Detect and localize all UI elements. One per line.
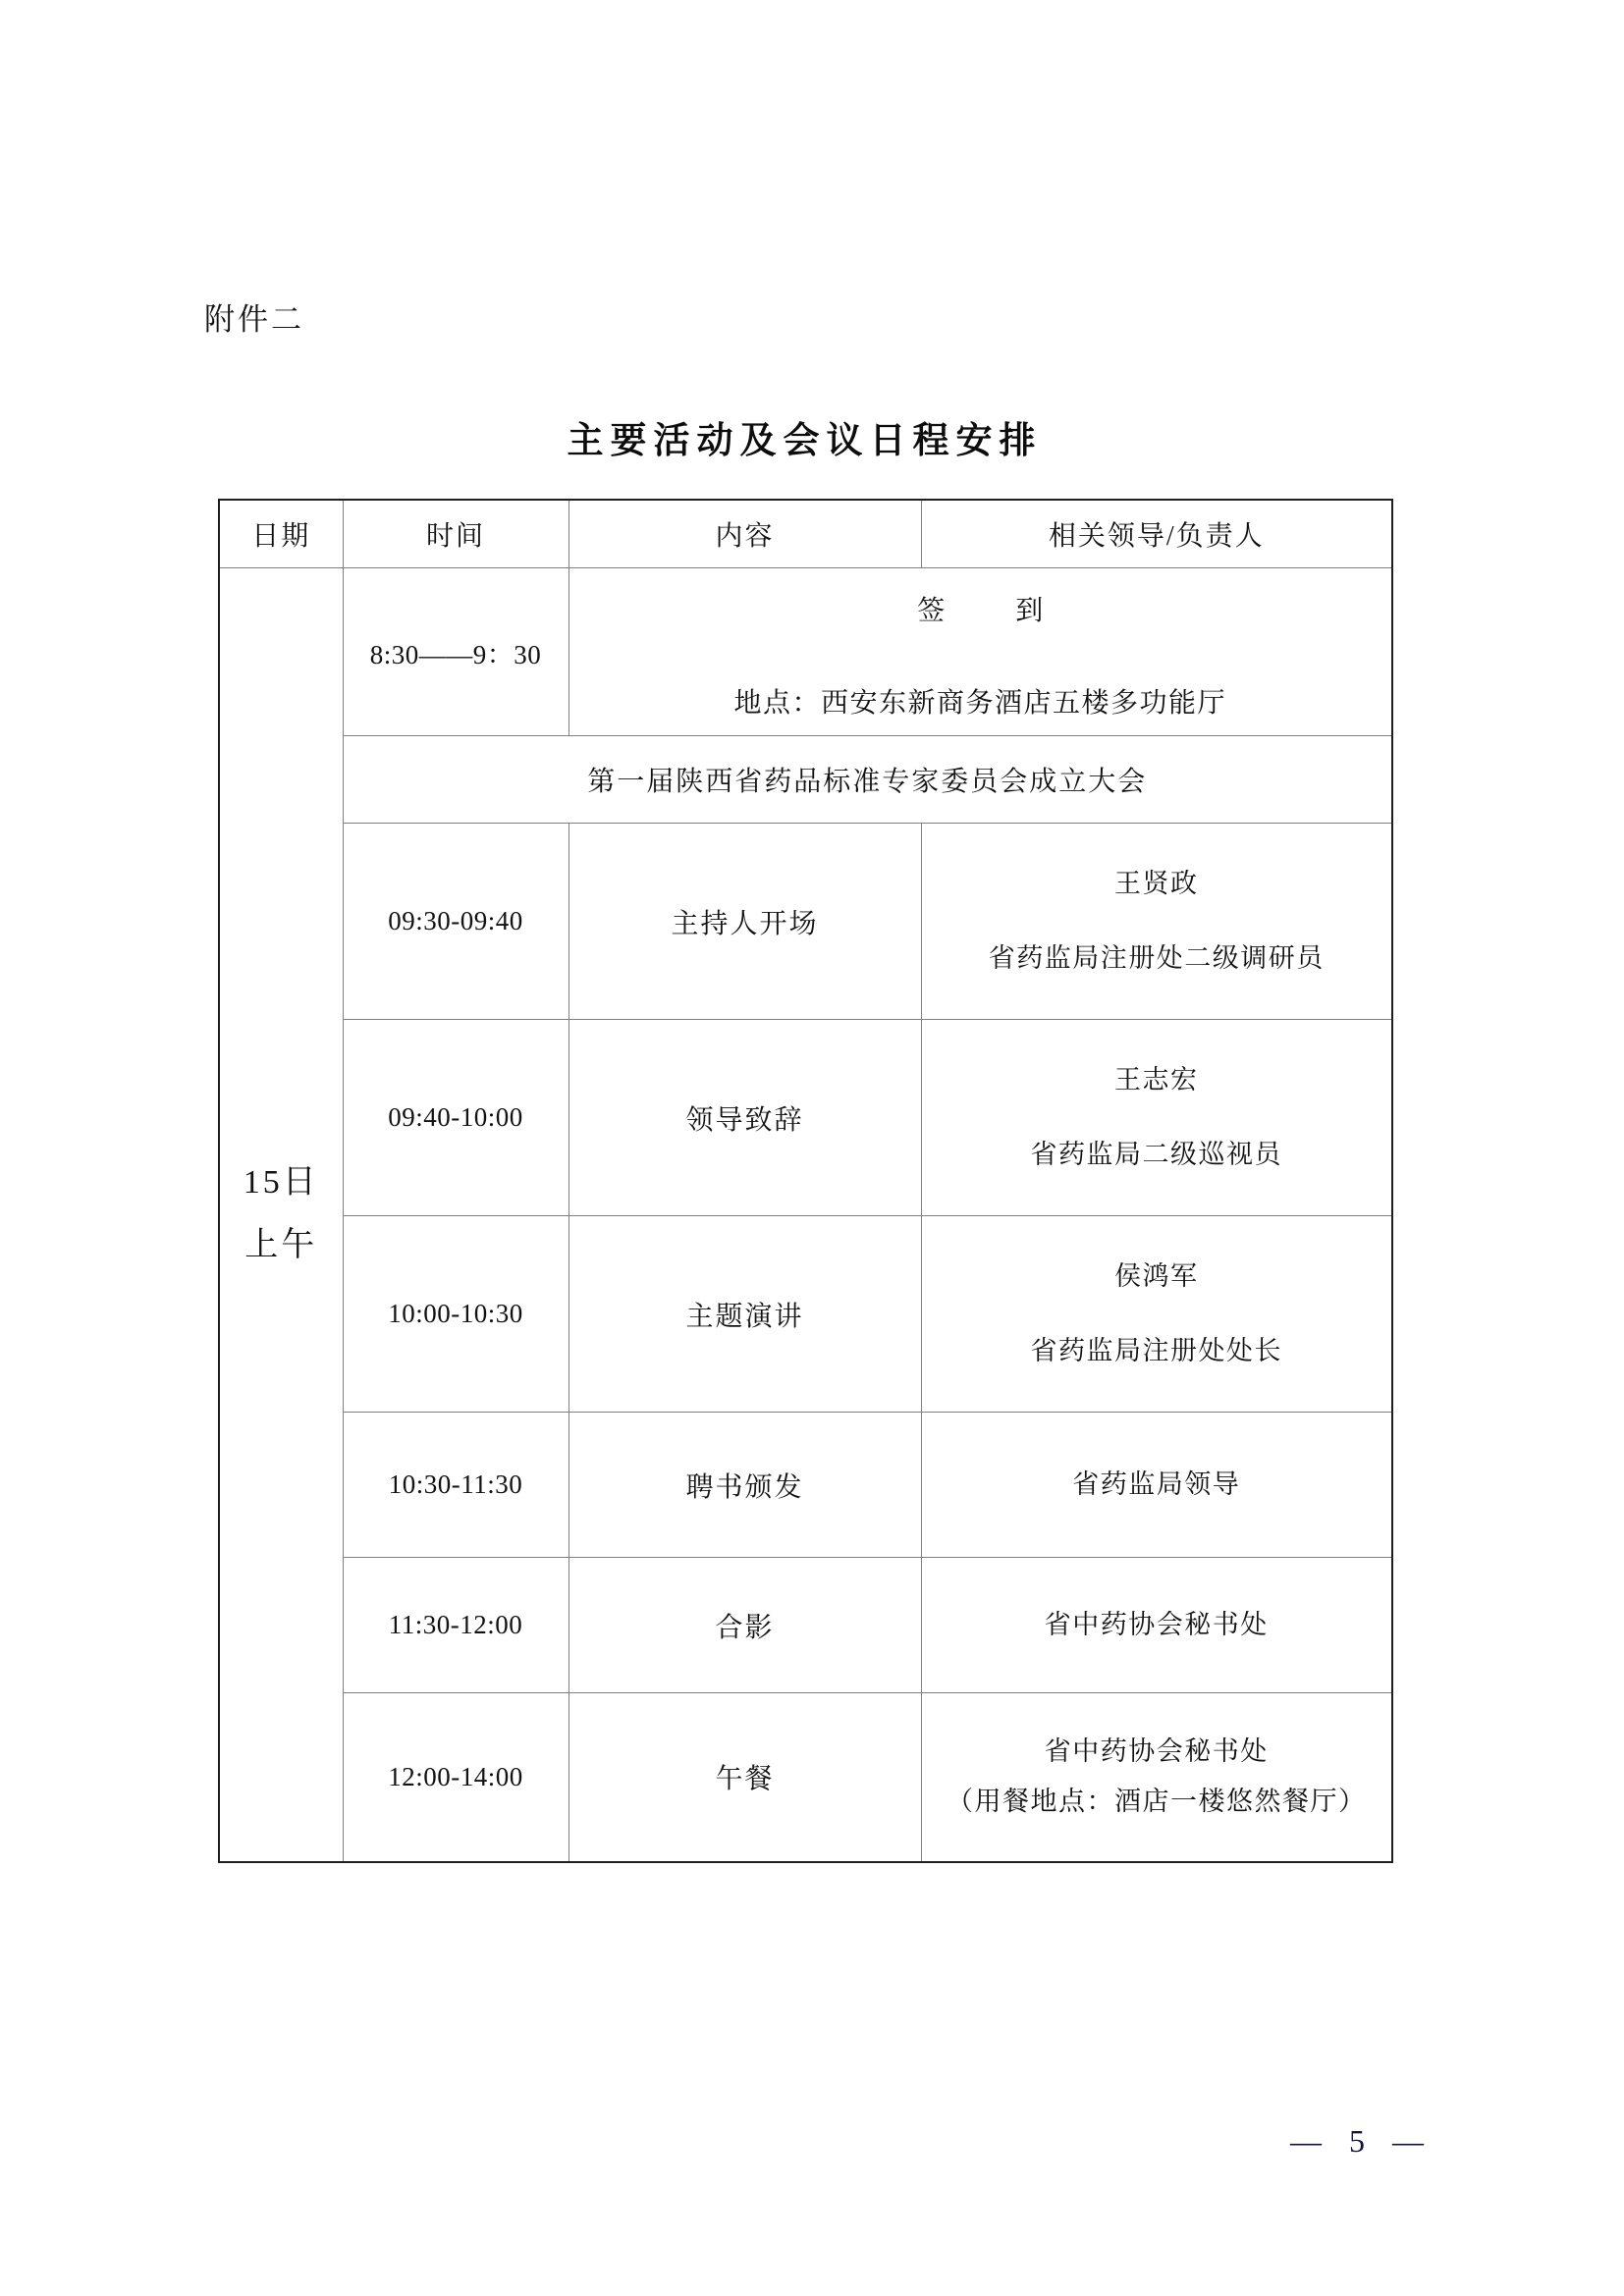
person-title: 省药监局注册处处长 bbox=[1030, 1335, 1282, 1365]
signin-title: 签 到 bbox=[917, 596, 1065, 626]
table-row bbox=[219, 1020, 1392, 1216]
row-content: 聘书颁发 bbox=[568, 1413, 921, 1558]
column-header-content: 内容 bbox=[568, 500, 921, 568]
person-title: （用餐地点：酒店一楼悠然餐厅） bbox=[947, 1787, 1367, 1817]
row-person bbox=[921, 1020, 1392, 1216]
row-time: 09:40-10:00 bbox=[343, 1020, 568, 1216]
person-name: 侯鸿军 bbox=[1114, 1260, 1199, 1291]
person-title: 省药监局二级巡视员 bbox=[1030, 1139, 1282, 1169]
table-row bbox=[219, 1216, 1392, 1413]
person-name: 王志宏 bbox=[1114, 1064, 1199, 1095]
row-person bbox=[921, 1413, 1392, 1558]
person-name: 王贤政 bbox=[1114, 868, 1199, 898]
column-header-time: 时间 bbox=[343, 500, 568, 568]
date-group-line-2: 上午 bbox=[244, 1227, 318, 1264]
date-group-line-1: 15日 bbox=[243, 1163, 319, 1201]
person-title: 省药监局注册处二级调研员 bbox=[988, 942, 1325, 973]
person-name: 省中药协会秘书处 bbox=[1044, 1735, 1269, 1766]
date-group-cell bbox=[219, 568, 343, 1862]
row-content: 领导致辞 bbox=[568, 1020, 921, 1216]
schedule-table-wrapper bbox=[218, 499, 1391, 1863]
attachment-label: 附件二 bbox=[204, 302, 304, 337]
column-header-date: 日期 bbox=[219, 500, 343, 568]
row-person bbox=[921, 824, 1392, 1020]
person-name: 省中药协会秘书处 bbox=[1044, 1609, 1269, 1639]
row-person bbox=[921, 1693, 1392, 1862]
row-time: 09:30-09:40 bbox=[343, 824, 568, 1020]
row-time: 11:30-12:00 bbox=[343, 1558, 568, 1693]
table-row bbox=[219, 1558, 1392, 1693]
row-time: 10:00-10:30 bbox=[343, 1216, 568, 1413]
row-content: 午餐 bbox=[568, 1693, 921, 1862]
row-time: 12:00-14:00 bbox=[343, 1693, 568, 1862]
person-name: 省药监局领导 bbox=[1072, 1468, 1241, 1499]
row-content: 合影 bbox=[568, 1558, 921, 1693]
page-number-footer: — 5 — bbox=[1290, 2123, 1434, 2159]
row-person bbox=[921, 1216, 1392, 1413]
schedule-table bbox=[218, 499, 1393, 1863]
row-person bbox=[921, 1558, 1392, 1693]
table-header-row bbox=[219, 500, 1392, 568]
page-title: 主要活动及会议日程安排 bbox=[567, 421, 1043, 461]
table-row bbox=[219, 736, 1392, 824]
table-row bbox=[219, 568, 1392, 736]
table-row bbox=[219, 1413, 1392, 1558]
table-row bbox=[219, 824, 1392, 1020]
row-banner-cell: 第一届陕西省药品标准专家委员会成立大会 bbox=[343, 736, 1392, 824]
signin-place: 地点：西安东新商务酒店五楼多功能厅 bbox=[733, 688, 1226, 719]
row-signin-cell bbox=[568, 568, 1392, 736]
row-time: 8:30——9：30 bbox=[343, 568, 568, 736]
table-row bbox=[219, 1693, 1392, 1862]
row-time: 10:30-11:30 bbox=[343, 1413, 568, 1558]
row-content: 主持人开场 bbox=[568, 824, 921, 1020]
column-header-person: 相关领导/负责人 bbox=[921, 500, 1392, 568]
row-content: 主题演讲 bbox=[568, 1216, 921, 1413]
